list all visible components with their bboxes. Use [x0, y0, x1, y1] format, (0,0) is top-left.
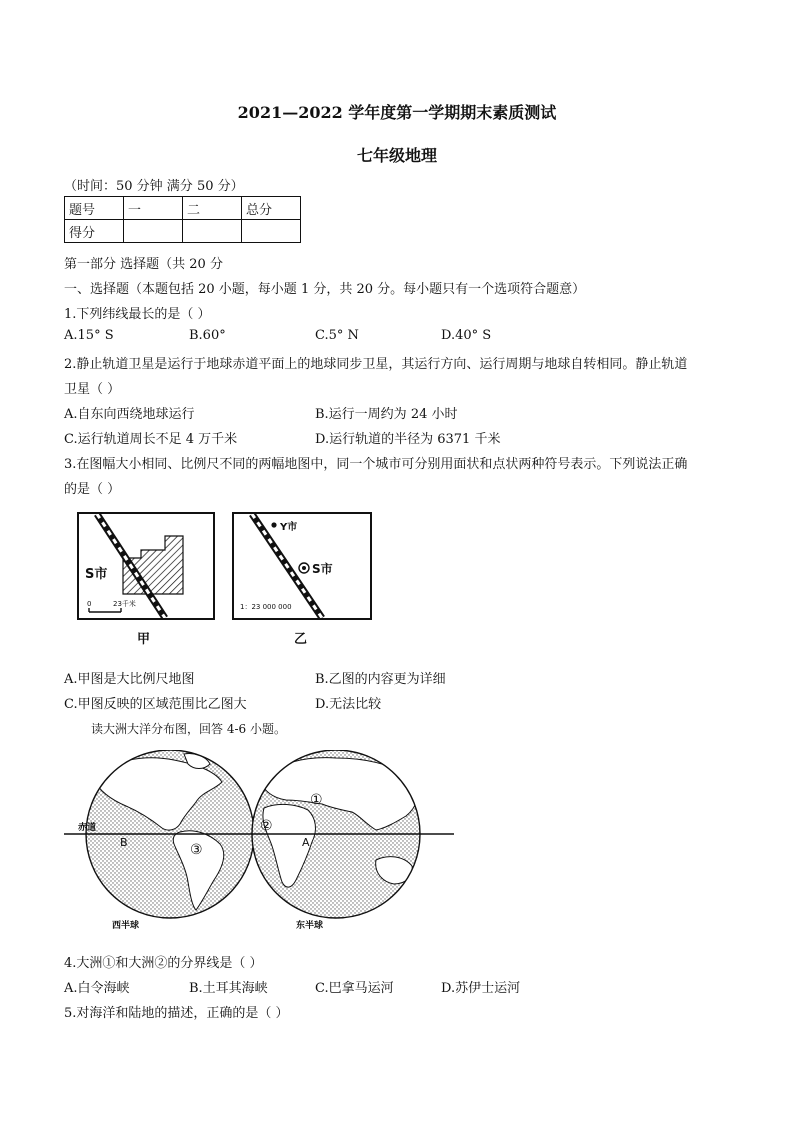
map-yi [232, 512, 372, 620]
equator-label: 赤道 [78, 823, 97, 833]
score-cell: 一 [124, 197, 183, 220]
city-dot-y [271, 522, 276, 527]
question-2-option-c: C.运行轨道周长不足 4 万千米 [64, 432, 238, 447]
part1-heading: 第一部分 选择题（共 20 分 [64, 257, 223, 272]
score-cell: 得分 [65, 220, 124, 243]
question-4-stem: 4.大洲①和大洲②的分界线是（ ） [64, 956, 263, 971]
question-3-option-c: C.甲图反映的区域范围比乙图大 [64, 697, 247, 712]
continent-marker-3: ③ [190, 842, 203, 858]
reading-intro: 读大洲大洋分布图，回答 4-6 小题。 [91, 722, 286, 736]
western-hemisphere-caption: 西半球 [112, 921, 140, 930]
map-jia-caption: 甲 [137, 632, 151, 647]
score-cell [124, 220, 183, 243]
continent-marker-1: ① [310, 792, 323, 808]
question-4-option-b: B.土耳其海峡 [189, 981, 268, 996]
question-5-stem: 5.对海洋和陆地的描述，正确的是（ ） [64, 1006, 289, 1021]
question-3-option-d: D.无法比较 [315, 697, 382, 712]
scale-text: 23千米 [113, 600, 136, 608]
score-cell [242, 220, 301, 243]
question-2-stem-line2: 卫星（ ） [64, 382, 121, 397]
map-yi-caption: 乙 [294, 632, 308, 647]
exam-subtitle: 七年级地理 [356, 146, 437, 165]
question-1-option-c: C.5° N [315, 328, 359, 343]
scale-text: 1：23 000 000 [240, 603, 292, 611]
question-3-option-a: A.甲图是大比例尺地图 [64, 672, 195, 687]
question-1-option-b: B.60° [189, 328, 226, 343]
map-jia [77, 512, 215, 620]
question-4-option-d: D.苏伊士运河 [441, 981, 521, 996]
exam-title: 2021—2022 学年度第一学期期末素质测试 [237, 103, 557, 122]
question-3-stem-line1: 3.在图幅大小相同、比例尺不同的两幅地图中，同一个城市可分别用面状和点状两种符号表示。下列说法正确 [64, 457, 688, 472]
question-2-stem-line1: 2.静止轨道卫星是运行于地球赤道平面上的地球同步卫星，其运行方向、运行周期与地球自转相同。静止轨道 [64, 357, 688, 372]
continent-marker-2: ② [260, 818, 273, 834]
question-3-option-b: B.乙图的内容更为详细 [315, 672, 446, 687]
question-4-option-c: C.巴拿马运河 [315, 981, 394, 996]
question-4-option-a: A.白令海峡 [64, 981, 130, 996]
score-cell: 总分 [242, 197, 301, 220]
score-cell: 二 [183, 197, 242, 220]
score-table-row [65, 220, 301, 243]
question-1-option-a: A.15° S [64, 328, 114, 343]
city-label-s: S市 [85, 567, 108, 582]
score-cell: 题号 [65, 197, 124, 220]
question-1-stem: 1.下列纬线最长的是（ ） [64, 307, 211, 322]
ocean-label-a: A [302, 836, 310, 849]
map-yi-drawing [234, 514, 370, 618]
city-label-y: Y市 [280, 522, 298, 533]
score-table-row [65, 197, 301, 220]
world-hemispheres-map [64, 750, 454, 930]
map-jia-drawing [79, 514, 213, 618]
ocean-label-b: B [120, 836, 128, 849]
city-label-s: S市 [312, 562, 333, 576]
eastern-hemisphere-caption: 东半球 [296, 921, 324, 930]
exam-info: （时间：50 分钟 满分 50 分） [64, 179, 244, 194]
question-2-option-d: D.运行轨道的半径为 6371 千米 [315, 432, 501, 447]
scale-zero: 0 [87, 600, 92, 608]
question-1-option-d: D.40° S [441, 328, 492, 343]
question-2-option-b: B.运行一周约为 24 小时 [315, 407, 458, 422]
question-3-stem-line2: 的是（ ） [64, 482, 121, 497]
question-2-option-a: A.自东向西绕地球运行 [64, 407, 195, 422]
part1-intro: 一、选择题（本题包括 20 小题，每小题 1 分，共 20 分。每小题只有一个选项符合题意） [64, 282, 586, 297]
score-table [64, 196, 301, 243]
score-cell [183, 220, 242, 243]
